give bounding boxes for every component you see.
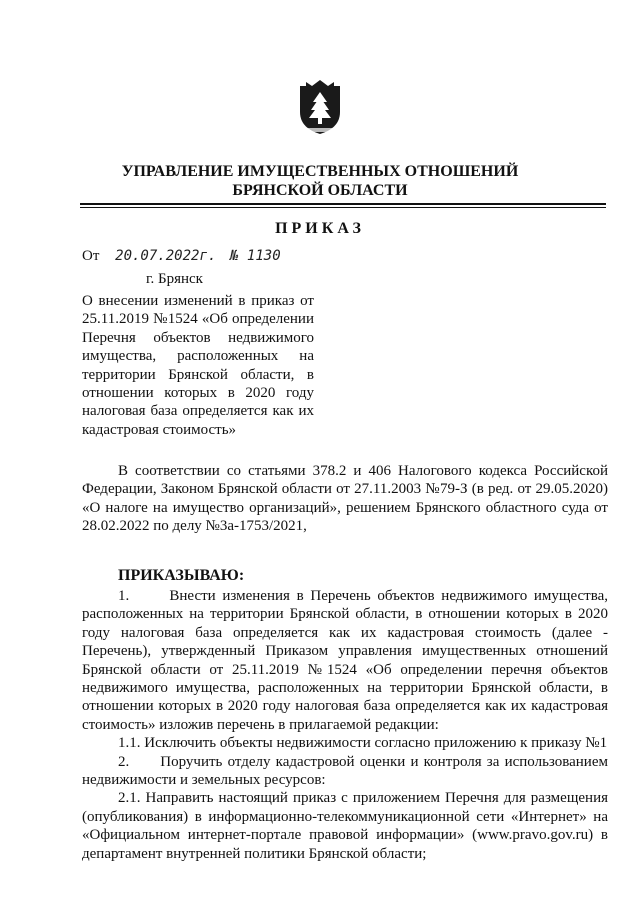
subject-block: О внесении изменений в приказ от 25.11.2019 №1524 «Об определении Перечня объектов недвижимого имущества, расположенных на территории Брянской области, в отношении которых в 2020 году налоговая база определяется как их кадастровая стоимость» bbox=[82, 293, 314, 438]
document-type-title: ПРИКАЗ bbox=[275, 220, 365, 237]
header-rule-thick bbox=[80, 203, 606, 205]
order-item-1-1: 1.1. Исключить объекты недвижимости согласно приложению к приказу №1 bbox=[118, 735, 608, 752]
order-item-2-1: 2.1. Направить настоящий приказ с приложением Перечня для размещения (опубликования) в информационно-телекоммуникационной сети «Интернет» на «Официальном интернет-портале правовой информации» (www.pravo.gov.ru) в департамент внутренней политики Брянской области; bbox=[82, 790, 608, 862]
organization-title bbox=[0, 162, 640, 200]
date-prefix: От bbox=[82, 248, 100, 264]
bryansk-coat-of-arms-icon bbox=[297, 78, 343, 136]
header-rule-thin bbox=[80, 207, 606, 208]
legal-basis-paragraph: В соответствии со статьями 378.2 и 406 Налогового кодекса Российской Федерации, Законом Брянской области от 27.11.2003 №79-З (в ред. от 29.05.2020) «О налоге на имущество организаций», решением Брянского областного суда от 28.02.2022 по делу №3а-1753/2021, bbox=[82, 463, 608, 535]
organization-name-line1: УПРАВЛЕНИЕ ИМУЩЕСТВЕННЫХ ОТНОШЕНИЙ bbox=[121, 163, 519, 180]
order-item-2: 2. Поручить отделу кадастровой оценки и контроля за использованием недвижимости и земельных ресурсов: bbox=[82, 753, 608, 789]
order-items bbox=[82, 587, 608, 863]
handwritten-date: 20.07.2022г. bbox=[115, 248, 217, 264]
handwritten-number: № 1130 bbox=[230, 248, 281, 264]
order-word: ПРИКАЗЫВАЮ: bbox=[118, 567, 245, 584]
order-item-1: 1. Внести изменения в Перечень объектов недвижимого имущества, расположенных на территории Брянской области, в отношении которых в 2020 году налоговая база определяется как их кадастровая стоимость (далее - Перечень), утвержденный Приказом управления имущественных отношений Брянской области от 25.11.2019 №1524 «Об определении перечня объектов недвижимого имущества, расположенных на территории Брянской области, в отношении которых в 2020 году налоговая база определяется как их кадастровая стоимость» изложив перечень в прилагаемой редакции: bbox=[82, 588, 608, 733]
city: г. Брянск bbox=[146, 271, 203, 287]
date-number-line bbox=[82, 248, 281, 265]
organization-name-line2: БРЯНСКОЙ ОБЛАСТИ bbox=[232, 182, 408, 199]
